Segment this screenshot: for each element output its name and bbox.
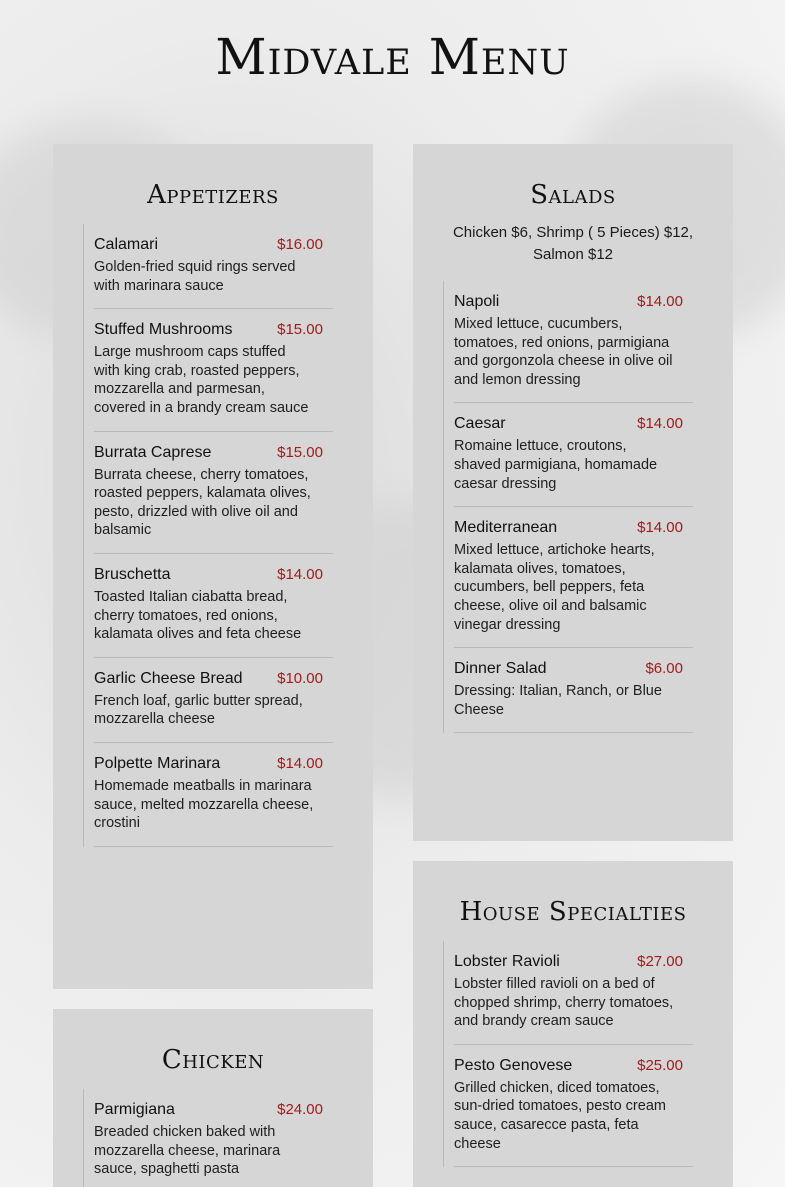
menu-item[interactable] — [454, 507, 693, 648]
salad-addons-note: Chicken $6, Shrimp ( 5 Pieces) $12, Salmon $12 — [452, 224, 694, 263]
menu-item[interactable] — [94, 432, 333, 554]
section-heading: Chicken — [161, 1045, 265, 1075]
item-description: Grilled chicken, diced tomatoes, sun-dried tomatoes, pesto cream sauce, casarecce pasta, feta cheese — [454, 1079, 666, 1152]
item-price: $10.00 — [277, 669, 323, 687]
page-title: Midvale Menu — [215, 28, 570, 86]
menu-item[interactable] — [454, 281, 693, 403]
item-description: Mixed lettuce, cucumbers, tomatoes, red onions, parmigiana and gorgonzola cheese in olive oil and lemon dressing — [454, 316, 673, 388]
item-description: Golden-fried squid rings served with marinara sauce — [94, 259, 296, 294]
item-description: Burrata cheese, cherry tomatoes, roasted peppers, kalamata olives, pesto, drizzled with olive oil and balsamic — [94, 466, 311, 539]
section-heading: Salads — [530, 180, 616, 210]
item-price: $14.00 — [637, 519, 683, 537]
item-description: Lobster filled ravioli on a bed of chopped shrimp, cherry tomatoes, and brandy cream sauce — [454, 976, 674, 1030]
menu-item[interactable] — [94, 224, 333, 309]
menu-item[interactable] — [454, 648, 693, 733]
item-description: French loaf, garlic butter spread, mozzarella cheese — [94, 692, 303, 728]
item-name: Napoli — [454, 293, 500, 310]
item-description: Toasted Italian ciabatta bread, cherry tomatoes, red onions, kalamata olives and feta cheese — [94, 588, 302, 643]
item-price: $15.00 — [277, 321, 323, 339]
item-price: $16.00 — [277, 236, 323, 253]
item-price: $6.00 — [645, 660, 683, 678]
item-price: $27.00 — [637, 953, 683, 970]
item-price: $14.00 — [277, 565, 323, 583]
item-name: Polpette Marinara — [94, 754, 221, 772]
item-name: Lobster Ravioli — [454, 953, 560, 970]
menu-item[interactable] — [94, 1089, 333, 1187]
item-name: Garlic Cheese Bread — [94, 669, 243, 687]
salads-list — [443, 281, 693, 733]
item-price: $14.00 — [637, 293, 683, 310]
house-specialties-card — [413, 861, 733, 1187]
menu-item[interactable] — [94, 658, 333, 743]
chicken-card — [53, 1009, 373, 1187]
item-name: Bruschetta — [94, 565, 171, 583]
item-description: Dressing: Italian, Ranch, or Blue Cheese — [454, 683, 662, 718]
item-price: $25.00 — [637, 1056, 683, 1074]
item-description: Romaine lettuce, croutons, shaved parmigiana, homamade caesar dressing — [454, 438, 658, 492]
item-description: Breaded chicken baked with mozzarella cheese, marinara sauce, spaghetti pasta — [94, 1124, 281, 1178]
menu-item[interactable] — [454, 403, 693, 507]
item-price: $15.00 — [277, 443, 323, 461]
item-price: $14.00 — [277, 754, 323, 772]
item-name: Pesto Genovese — [454, 1056, 573, 1074]
menu-item[interactable] — [94, 743, 333, 847]
item-description: Mixed lettuce, artichoke hearts, kalamata olives, tomatoes, cucumbers, bell peppers, feta cheese, olive oil and balsamic vinegar dressing — [454, 542, 655, 633]
item-name: Parmigiana — [94, 1101, 175, 1118]
menu-item[interactable] — [454, 1045, 693, 1167]
salads-card — [413, 144, 733, 841]
menu-item[interactable] — [94, 554, 333, 658]
house-specialties-list — [443, 941, 693, 1167]
menu-item[interactable] — [454, 941, 693, 1045]
item-description: Large mushroom caps stuffed with king crab, roasted peppers, mozzarella and parmesan, covered in a brandy cream sauce — [94, 344, 309, 416]
item-name: Calamari — [94, 236, 159, 253]
item-name: Stuffed Mushrooms — [94, 321, 233, 339]
item-price: $24.00 — [277, 1101, 323, 1118]
item-price: $14.00 — [637, 415, 683, 433]
item-name: Burrata Caprese — [94, 443, 212, 461]
item-description: Homemade meatballs in marinara sauce, melted mozzarella cheese, crostini — [94, 777, 314, 832]
section-heading: Appetizers — [147, 180, 279, 210]
section-heading: House Specialties — [459, 897, 687, 927]
item-name: Dinner Salad — [454, 660, 547, 678]
appetizers-card — [53, 144, 373, 989]
appetizers-list — [83, 224, 333, 847]
item-name: Caesar — [454, 415, 506, 433]
menu-item[interactable] — [94, 309, 333, 431]
chicken-list — [83, 1089, 333, 1187]
item-name: Mediterranean — [454, 519, 558, 537]
